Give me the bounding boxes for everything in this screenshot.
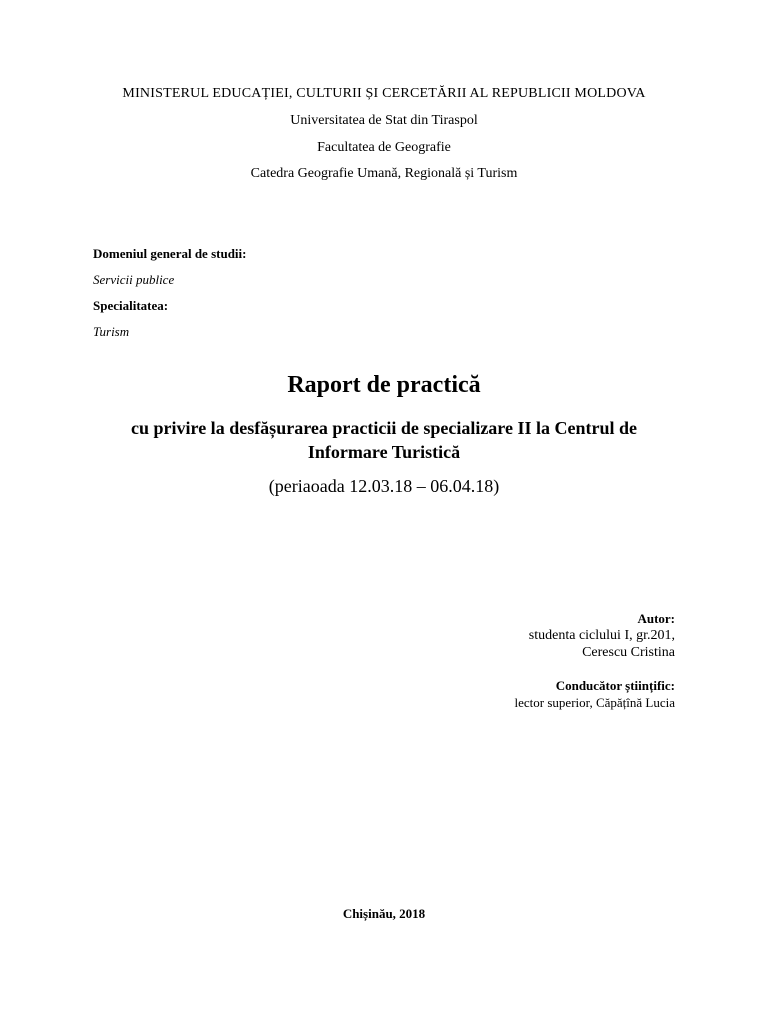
ministry-heading: MINISTERUL EDUCAȚIEI, CULTURII ȘI CERCETĂRII AL REPUBLICII MOLDOVA	[122, 86, 646, 101]
report-subtitle-line2: Informare Turistică	[307, 442, 461, 462]
faculty-name: Facultatea de Geografie	[317, 140, 451, 155]
university-name: Universitatea de Stat din Tiraspol	[290, 113, 478, 128]
author-line2: Cerescu Cristina	[582, 645, 675, 660]
specialty-label: Specialitatea:	[93, 298, 169, 313]
author-label: Autor:	[637, 611, 675, 626]
specialty-value: Turism	[93, 324, 130, 339]
practice-period: (periaoada 12.03.18 – 06.04.18)	[268, 476, 500, 496]
department-name: Catedra Geografie Umană, Regională și Turism	[250, 166, 518, 181]
report-subtitle-line1: cu privire la desfășurarea practicii de specializare II la Centrul de	[131, 418, 637, 438]
study-domain-value: Servicii publice	[93, 272, 175, 287]
report-title: Raport de practică	[287, 372, 481, 398]
study-domain-label: Domeniul general de studii:	[93, 246, 247, 261]
author-line1: studenta ciclului I, gr.201,	[528, 628, 675, 643]
place-and-year: Chișinău, 2018	[342, 906, 426, 921]
supervisor-label: Conducător științific:	[555, 678, 675, 693]
supervisor-line1: lector superior, Căpățînă Lucia	[514, 695, 675, 710]
